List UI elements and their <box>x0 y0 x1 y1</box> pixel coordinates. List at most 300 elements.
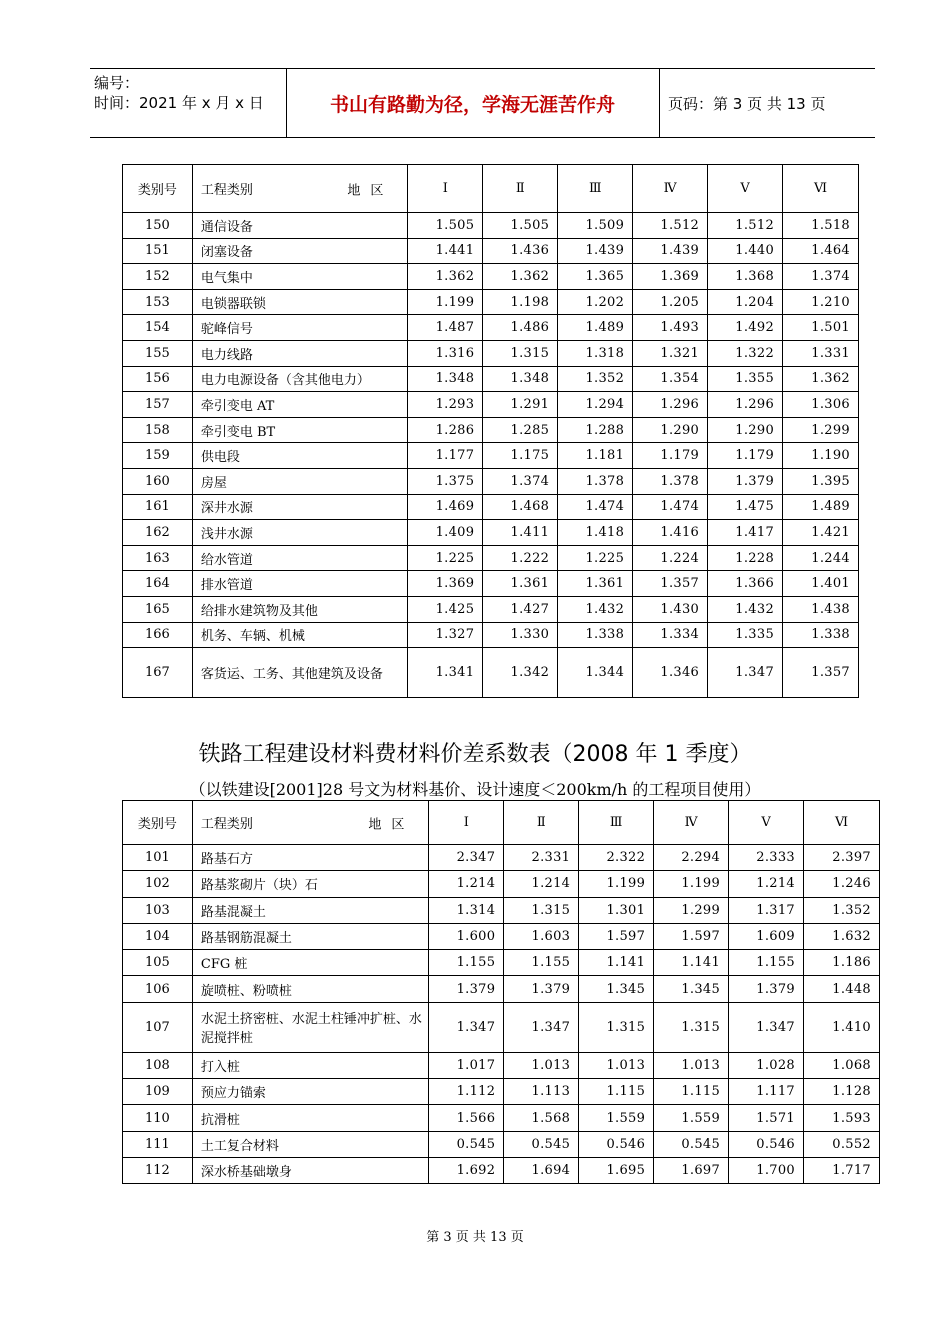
row-id: 112 <box>123 1157 193 1183</box>
table-row <box>123 315 859 341</box>
row-value-region-3: 1.432 <box>558 596 633 622</box>
row-value-region-3: 1.301 <box>579 897 654 923</box>
row-value-region-6: 1.464 <box>783 238 859 264</box>
row-value-region-1: 1.327 <box>408 622 483 648</box>
row-id: 154 <box>123 315 193 341</box>
row-value-region-5: 1.204 <box>708 289 783 315</box>
row-value-region-6: 1.128 <box>804 1079 880 1105</box>
row-value-region-5: 1.440 <box>708 238 783 264</box>
header-name-label: 工程类别 <box>200 183 253 198</box>
table-row <box>123 264 859 290</box>
row-id: 166 <box>123 622 193 648</box>
row-value-region-5: 1.347 <box>729 1002 804 1052</box>
row-value-region-4: 1.205 <box>633 289 708 315</box>
row-category: 土工复合材料 <box>192 1131 429 1157</box>
row-value-region-5: 1.214 <box>729 871 804 897</box>
row-category: 深水桥基础墩身 <box>192 1157 429 1183</box>
row-value-region-6: 1.068 <box>804 1052 880 1078</box>
row-value-region-4: 1.354 <box>633 366 708 392</box>
row-value-region-3: 1.315 <box>579 1002 654 1052</box>
row-value-region-5: 1.609 <box>729 923 804 949</box>
row-value-region-1: 1.293 <box>408 392 483 418</box>
row-value-region-3: 1.181 <box>558 443 633 469</box>
row-id: 162 <box>123 520 193 546</box>
row-value-region-6: 1.210 <box>783 289 859 315</box>
row-value-region-5: 1.179 <box>708 443 783 469</box>
row-value-region-4: 1.430 <box>633 596 708 622</box>
document-number-label: 编号： <box>94 74 140 92</box>
row-value-region-1: 1.566 <box>429 1105 504 1131</box>
header-motto: 书山有路勤为径，学海无涯苦作舟 <box>329 94 615 116</box>
header-region-2: Ⅱ <box>483 165 558 213</box>
row-value-region-3: 1.344 <box>558 648 633 698</box>
row-value-region-2: 1.374 <box>483 468 558 494</box>
row-id: 108 <box>123 1052 193 1078</box>
row-value-region-6: 1.395 <box>783 468 859 494</box>
table-title: 铁路工程建设材料费材料价差系数表（2008 年 1 季度） <box>198 742 752 767</box>
table-row <box>123 1052 880 1078</box>
row-value-region-5: 1.417 <box>708 520 783 546</box>
row-value-region-6: 0.552 <box>804 1131 880 1157</box>
row-category: 水泥土挤密桩、水泥土柱锤冲扩桩、水泥搅拌桩 <box>192 1002 429 1052</box>
row-value-region-6: 1.421 <box>783 520 859 546</box>
table-row <box>123 1105 880 1131</box>
row-category: 闭塞设备 <box>192 238 408 264</box>
row-value-region-1: 1.425 <box>408 596 483 622</box>
row-value-region-1: 1.286 <box>408 417 483 443</box>
row-value-region-4: 1.141 <box>654 950 729 976</box>
table-row <box>123 213 859 239</box>
table-row <box>123 1131 880 1157</box>
row-value-region-2: 1.411 <box>483 520 558 546</box>
table-row <box>123 571 859 597</box>
header-meta <box>90 69 287 137</box>
row-value-region-3: 1.199 <box>579 871 654 897</box>
row-value-region-4: 1.290 <box>633 417 708 443</box>
row-value-region-2: 1.505 <box>483 213 558 239</box>
row-value-region-1: 1.487 <box>408 315 483 341</box>
page-footer: 第 3 页 共 13 页 <box>426 1230 524 1245</box>
coefficient-table-2008-q1 <box>122 800 880 1184</box>
row-value-region-6: 1.374 <box>783 264 859 290</box>
row-category: 旋喷桩、粉喷桩 <box>192 976 429 1002</box>
row-value-region-4: 1.378 <box>633 468 708 494</box>
row-value-region-3: 1.338 <box>558 622 633 648</box>
row-value-region-2: 1.362 <box>483 264 558 290</box>
row-value-region-2: 1.198 <box>483 289 558 315</box>
header-region-1: Ⅰ <box>429 801 504 845</box>
header-region-4: Ⅳ <box>654 801 729 845</box>
table-row <box>123 417 859 443</box>
row-value-region-2: 1.348 <box>483 366 558 392</box>
row-category: 房屋 <box>192 468 408 494</box>
row-value-region-4: 1.179 <box>633 443 708 469</box>
header-name <box>192 165 408 213</box>
row-value-region-2: 1.568 <box>504 1105 579 1131</box>
row-value-region-5: 1.290 <box>708 417 783 443</box>
row-value-region-1: 1.214 <box>429 871 504 897</box>
table-row <box>123 923 880 949</box>
row-value-region-6: 1.186 <box>804 950 880 976</box>
row-value-region-6: 1.306 <box>783 392 859 418</box>
table-row <box>123 1157 880 1183</box>
row-value-region-1: 1.017 <box>429 1052 504 1078</box>
row-value-region-4: 1.559 <box>654 1105 729 1131</box>
row-value-region-1: 1.469 <box>408 494 483 520</box>
row-value-region-5: 1.155 <box>729 950 804 976</box>
row-value-region-1: 1.505 <box>408 213 483 239</box>
row-id: 109 <box>123 1079 193 1105</box>
row-id: 106 <box>123 976 193 1002</box>
row-value-region-6: 1.593 <box>804 1105 880 1131</box>
row-value-region-1: 0.545 <box>429 1131 504 1157</box>
row-id: 104 <box>123 923 193 949</box>
row-category: 通信设备 <box>192 213 408 239</box>
row-value-region-4: 1.115 <box>654 1079 729 1105</box>
row-value-region-2: 1.214 <box>504 871 579 897</box>
row-category: 给水管道 <box>192 545 408 571</box>
row-value-region-1: 1.375 <box>408 468 483 494</box>
row-id: 111 <box>123 1131 193 1157</box>
row-id: 165 <box>123 596 193 622</box>
row-value-region-5: 1.432 <box>708 596 783 622</box>
row-category: 预应力锚索 <box>192 1079 429 1105</box>
row-category: 路基钢筋混凝土 <box>192 923 429 949</box>
row-value-region-2: 1.013 <box>504 1052 579 1078</box>
table-row <box>123 545 859 571</box>
row-value-region-3: 1.141 <box>579 950 654 976</box>
table-row <box>123 950 880 976</box>
row-value-region-6: 1.401 <box>783 571 859 597</box>
header-id: 类别号 <box>123 801 193 845</box>
row-category: 电锁器联锁 <box>192 289 408 315</box>
table-row <box>123 468 859 494</box>
table-row <box>123 845 880 871</box>
row-id: 150 <box>123 213 193 239</box>
row-value-region-5: 2.333 <box>729 845 804 871</box>
row-value-region-5: 1.512 <box>708 213 783 239</box>
row-value-region-1: 1.379 <box>429 976 504 1002</box>
header-region-6: Ⅵ <box>783 165 859 213</box>
table-row <box>123 366 859 392</box>
row-value-region-3: 1.288 <box>558 417 633 443</box>
row-value-region-2: 1.222 <box>483 545 558 571</box>
row-value-region-2: 1.427 <box>483 596 558 622</box>
table-row <box>123 871 880 897</box>
row-value-region-2: 2.331 <box>504 845 579 871</box>
row-value-region-5: 1.117 <box>729 1079 804 1105</box>
table-row <box>123 494 859 520</box>
table-row <box>123 1079 880 1105</box>
table-row <box>123 622 859 648</box>
row-value-region-1: 1.600 <box>429 923 504 949</box>
row-value-region-4: 1.474 <box>633 494 708 520</box>
row-value-region-1: 1.348 <box>408 366 483 392</box>
row-value-region-3: 1.115 <box>579 1079 654 1105</box>
row-value-region-3: 1.345 <box>579 976 654 1002</box>
row-value-region-3: 1.509 <box>558 213 633 239</box>
row-value-region-3: 1.378 <box>558 468 633 494</box>
row-value-region-3: 1.013 <box>579 1052 654 1078</box>
row-value-region-2: 1.486 <box>483 315 558 341</box>
row-id: 161 <box>123 494 193 520</box>
row-value-region-1: 1.177 <box>408 443 483 469</box>
row-value-region-3: 1.489 <box>558 315 633 341</box>
header-region-2: Ⅱ <box>504 801 579 845</box>
header-motto-cell <box>286 69 660 137</box>
row-value-region-5: 1.355 <box>708 366 783 392</box>
row-value-region-3: 1.474 <box>558 494 633 520</box>
row-value-region-5: 1.366 <box>708 571 783 597</box>
row-id: 107 <box>123 1002 193 1052</box>
row-value-region-4: 1.439 <box>633 238 708 264</box>
row-id: 155 <box>123 340 193 366</box>
row-value-region-6: 1.717 <box>804 1157 880 1183</box>
row-value-region-2: 1.291 <box>483 392 558 418</box>
row-value-region-1: 1.362 <box>408 264 483 290</box>
row-value-region-1: 1.316 <box>408 340 483 366</box>
row-value-region-3: 1.559 <box>579 1105 654 1131</box>
row-value-region-1: 1.692 <box>429 1157 504 1183</box>
row-category: 供电段 <box>192 443 408 469</box>
row-value-region-2: 1.315 <box>483 340 558 366</box>
row-value-region-6: 2.397 <box>804 845 880 871</box>
row-value-region-4: 1.199 <box>654 871 729 897</box>
header-name <box>192 801 429 845</box>
row-value-region-2: 1.285 <box>483 417 558 443</box>
row-value-region-5: 0.546 <box>729 1131 804 1157</box>
row-id: 167 <box>123 648 193 698</box>
row-value-region-3: 1.318 <box>558 340 633 366</box>
row-category: 深井水源 <box>192 494 408 520</box>
row-id: 163 <box>123 545 193 571</box>
row-category: CFG 桩 <box>192 950 429 976</box>
table-row <box>123 520 859 546</box>
row-id: 158 <box>123 417 193 443</box>
row-value-region-4: 1.345 <box>654 976 729 1002</box>
row-category: 排水管道 <box>192 571 408 597</box>
header-region-label: 地区 <box>347 183 394 198</box>
row-value-region-2: 1.113 <box>504 1079 579 1105</box>
row-value-region-6: 1.501 <box>783 315 859 341</box>
row-category: 电气集中 <box>192 264 408 290</box>
row-value-region-6: 1.357 <box>783 648 859 698</box>
row-value-region-2: 1.175 <box>483 443 558 469</box>
row-value-region-3: 1.695 <box>579 1157 654 1183</box>
row-value-region-2: 1.315 <box>504 897 579 923</box>
row-value-region-4: 1.334 <box>633 622 708 648</box>
row-id: 105 <box>123 950 193 976</box>
row-id: 152 <box>123 264 193 290</box>
row-value-region-4: 2.294 <box>654 845 729 871</box>
table-header-row <box>123 165 859 213</box>
row-value-region-1: 1.225 <box>408 545 483 571</box>
row-value-region-6: 1.518 <box>783 213 859 239</box>
header-region-label: 地区 <box>368 817 415 832</box>
document-time-label: 时间：2021 年 x 月 x 日 <box>94 94 264 112</box>
header-page-number: 页码：第 3 页 共 13 页 <box>668 95 826 113</box>
row-id: 164 <box>123 571 193 597</box>
row-value-region-1: 1.112 <box>429 1079 504 1105</box>
row-value-region-5: 1.317 <box>729 897 804 923</box>
table-row <box>123 596 859 622</box>
row-category: 抗滑桩 <box>192 1105 429 1131</box>
row-value-region-1: 1.409 <box>408 520 483 546</box>
row-value-region-2: 0.545 <box>504 1131 579 1157</box>
row-value-region-6: 1.190 <box>783 443 859 469</box>
row-value-region-4: 1.512 <box>633 213 708 239</box>
row-value-region-6: 1.299 <box>783 417 859 443</box>
row-value-region-3: 1.352 <box>558 366 633 392</box>
row-value-region-1: 1.341 <box>408 648 483 698</box>
header-id: 类别号 <box>123 165 193 213</box>
row-value-region-6: 1.489 <box>783 494 859 520</box>
row-value-region-5: 1.379 <box>708 468 783 494</box>
row-id: 160 <box>123 468 193 494</box>
row-value-region-1: 1.199 <box>408 289 483 315</box>
table-row <box>123 976 880 1002</box>
row-value-region-1: 1.441 <box>408 238 483 264</box>
row-value-region-4: 1.315 <box>654 1002 729 1052</box>
header-region-5: Ⅴ <box>708 165 783 213</box>
table-row <box>123 340 859 366</box>
row-value-region-2: 1.330 <box>483 622 558 648</box>
row-category: 电力线路 <box>192 340 408 366</box>
row-value-region-2: 1.347 <box>504 1002 579 1052</box>
row-value-region-4: 1.697 <box>654 1157 729 1183</box>
row-category: 路基混凝土 <box>192 897 429 923</box>
row-category: 客货运、工务、其他建筑及设备 <box>192 648 408 698</box>
row-value-region-3: 0.546 <box>579 1131 654 1157</box>
row-value-region-3: 2.322 <box>579 845 654 871</box>
row-value-region-6: 1.410 <box>804 1002 880 1052</box>
row-value-region-5: 1.379 <box>729 976 804 1002</box>
table-row <box>123 392 859 418</box>
row-value-region-3: 1.365 <box>558 264 633 290</box>
row-value-region-5: 1.296 <box>708 392 783 418</box>
header-region-1: Ⅰ <box>408 165 483 213</box>
row-value-region-5: 1.335 <box>708 622 783 648</box>
row-id: 102 <box>123 871 193 897</box>
row-value-region-3: 1.597 <box>579 923 654 949</box>
row-value-region-3: 1.418 <box>558 520 633 546</box>
row-category: 牵引变电 AT <box>192 392 408 418</box>
row-value-region-5: 1.700 <box>729 1157 804 1183</box>
row-value-region-6: 1.331 <box>783 340 859 366</box>
row-value-region-5: 1.475 <box>708 494 783 520</box>
row-value-region-6: 1.352 <box>804 897 880 923</box>
row-value-region-4: 1.299 <box>654 897 729 923</box>
row-value-region-3: 1.202 <box>558 289 633 315</box>
row-value-region-3: 1.294 <box>558 392 633 418</box>
row-value-region-3: 1.361 <box>558 571 633 597</box>
row-category: 打入桩 <box>192 1052 429 1078</box>
row-value-region-2: 1.436 <box>483 238 558 264</box>
header-region-6: Ⅵ <box>804 801 880 845</box>
header-page-cell <box>660 69 875 137</box>
row-category: 牵引变电 BT <box>192 417 408 443</box>
row-category: 浅井水源 <box>192 520 408 546</box>
row-value-region-2: 1.379 <box>504 976 579 1002</box>
row-value-region-2: 1.468 <box>483 494 558 520</box>
row-value-region-4: 1.416 <box>633 520 708 546</box>
row-value-region-4: 1.013 <box>654 1052 729 1078</box>
row-category: 机务、车辆、机械 <box>192 622 408 648</box>
row-value-region-2: 1.603 <box>504 923 579 949</box>
header-name-label: 工程类别 <box>200 817 253 832</box>
row-value-region-5: 1.228 <box>708 545 783 571</box>
row-id: 153 <box>123 289 193 315</box>
row-value-region-4: 0.545 <box>654 1131 729 1157</box>
row-value-region-6: 1.338 <box>783 622 859 648</box>
row-value-region-2: 1.342 <box>483 648 558 698</box>
row-value-region-6: 1.362 <box>783 366 859 392</box>
row-value-region-1: 2.347 <box>429 845 504 871</box>
row-value-region-5: 1.571 <box>729 1105 804 1131</box>
header-region-4: Ⅳ <box>633 165 708 213</box>
row-id: 101 <box>123 845 193 871</box>
header-region-5: Ⅴ <box>729 801 804 845</box>
row-value-region-5: 1.028 <box>729 1052 804 1078</box>
row-category: 驼峰信号 <box>192 315 408 341</box>
row-value-region-1: 1.314 <box>429 897 504 923</box>
row-value-region-6: 1.632 <box>804 923 880 949</box>
row-value-region-4: 1.296 <box>633 392 708 418</box>
table-row <box>123 1002 880 1052</box>
table-row <box>123 443 859 469</box>
row-id: 159 <box>123 443 193 469</box>
row-id: 151 <box>123 238 193 264</box>
coefficient-table-continued <box>122 164 859 698</box>
header-region-3: Ⅲ <box>558 165 633 213</box>
page-header <box>90 68 875 138</box>
row-value-region-6: 1.448 <box>804 976 880 1002</box>
table-header-row <box>123 801 880 845</box>
row-value-region-1: 1.369 <box>408 571 483 597</box>
table-row <box>123 648 859 698</box>
row-value-region-6: 1.246 <box>804 871 880 897</box>
row-value-region-4: 1.321 <box>633 340 708 366</box>
table-subtitle: （以铁建设[2001]28 号文为材料基价、设计速度＜200km/h 的工程项目使用） <box>189 780 761 799</box>
row-category: 路基浆砌片（块）石 <box>192 871 429 897</box>
row-value-region-5: 1.347 <box>708 648 783 698</box>
row-value-region-2: 1.694 <box>504 1157 579 1183</box>
row-value-region-2: 1.155 <box>504 950 579 976</box>
row-category: 路基石方 <box>192 845 429 871</box>
row-value-region-1: 1.155 <box>429 950 504 976</box>
row-value-region-4: 1.597 <box>654 923 729 949</box>
row-value-region-2: 1.361 <box>483 571 558 597</box>
row-value-region-4: 1.369 <box>633 264 708 290</box>
row-value-region-3: 1.439 <box>558 238 633 264</box>
row-value-region-4: 1.493 <box>633 315 708 341</box>
table-row <box>123 238 859 264</box>
row-value-region-3: 1.225 <box>558 545 633 571</box>
row-value-region-4: 1.357 <box>633 571 708 597</box>
row-id: 103 <box>123 897 193 923</box>
row-value-region-6: 1.244 <box>783 545 859 571</box>
row-value-region-5: 1.492 <box>708 315 783 341</box>
row-value-region-6: 1.438 <box>783 596 859 622</box>
header-region-3: Ⅲ <box>579 801 654 845</box>
row-value-region-4: 1.224 <box>633 545 708 571</box>
row-category: 电力电源设备（含其他电力） <box>192 366 408 392</box>
table-row <box>123 289 859 315</box>
row-value-region-4: 1.346 <box>633 648 708 698</box>
row-id: 156 <box>123 366 193 392</box>
row-id: 110 <box>123 1105 193 1131</box>
row-id: 157 <box>123 392 193 418</box>
